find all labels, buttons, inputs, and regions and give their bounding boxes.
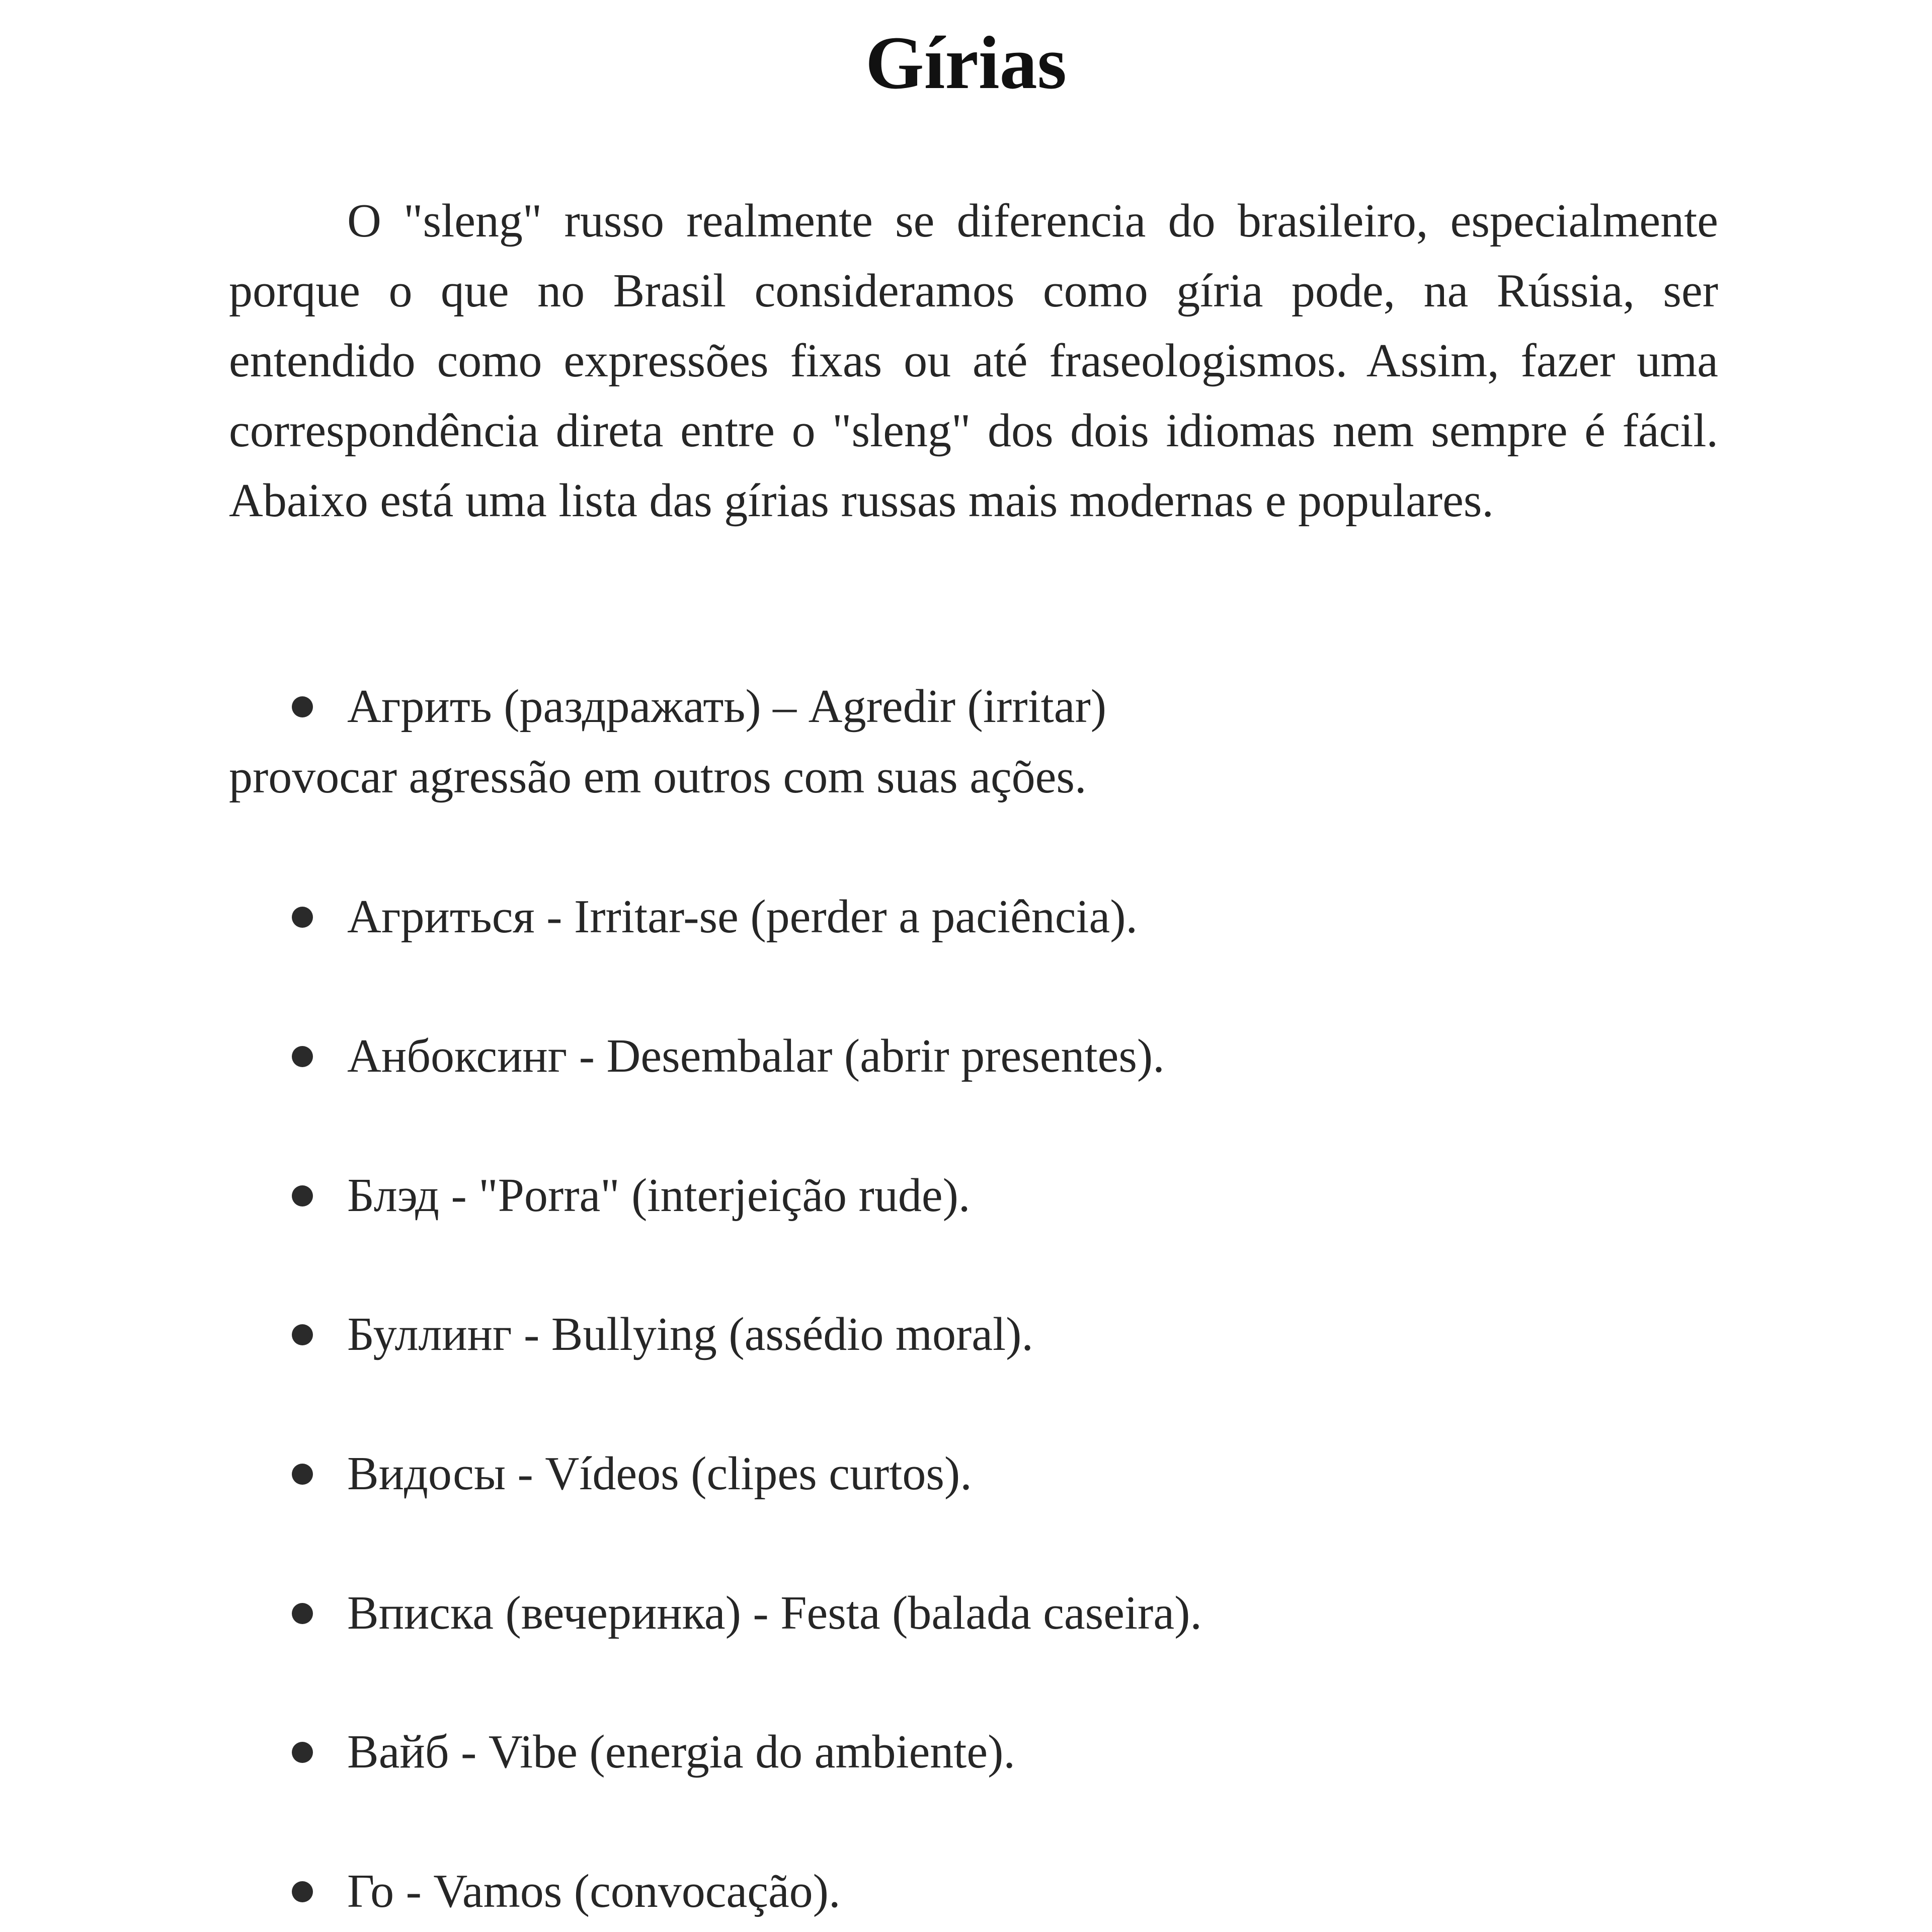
bullet-icon xyxy=(292,1881,313,1902)
intro-paragraph: O "sleng" russo realmente se diferencia do brasileiro, especialmente porque o que no Brasil consideramos como gíria pode, na Rússia, ser entendido como expressões fixas ou até fraseologismos. Assim, fazer uma correspondência direta entre o "sleng" dos dois idiomas nem sempre é fácil. Abaixo está uma lista das gírias russas mais modernas e populares. xyxy=(229,195,1718,527)
bullet-icon xyxy=(292,1185,313,1206)
bullet-icon xyxy=(292,1742,313,1763)
bullet-icon xyxy=(292,1603,313,1624)
bullet-icon xyxy=(292,907,313,928)
list-item-text: Агриться - Irritar-se (perder a paciência). xyxy=(347,891,1138,943)
bullet-icon xyxy=(292,1464,313,1485)
bullet-icon xyxy=(292,1046,313,1067)
list-item-text: Вписка (вечеринка) - Festa (balada caseira). xyxy=(347,1587,1202,1639)
list-item-text: Го - Vamos (convocação). xyxy=(347,1865,841,1917)
list-item-text: Видосы - Vídeos (clipes curtos). xyxy=(347,1447,972,1500)
bullet-icon xyxy=(292,1324,313,1345)
list-item-text: Агрить (раздражать) – Agredir (irritar) xyxy=(347,680,1107,733)
list-item-text: Буллинг - Bullying (assédio moral). xyxy=(347,1308,1033,1360)
list-item-text: Блэд - "Porra" (interjeição rude). xyxy=(347,1169,971,1222)
list-item-continuation: provocar agressão em outros com suas ações. xyxy=(229,751,1087,803)
page-title: Gírias xyxy=(865,21,1067,105)
bullet-icon xyxy=(292,696,313,717)
list-item-text: Вайб - Vibe (energia do ambiente). xyxy=(347,1726,1015,1778)
list-item-text: Анбоксинг - Desembalar (abrir presentes). xyxy=(347,1030,1165,1082)
